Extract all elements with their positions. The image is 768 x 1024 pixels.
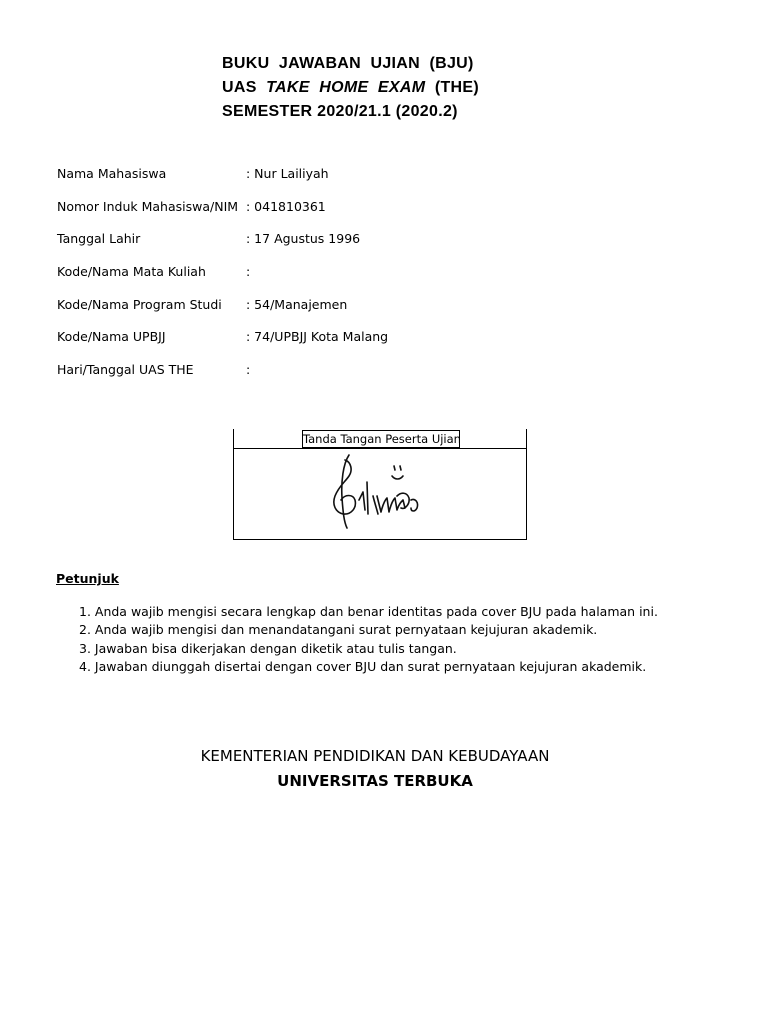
identity-value: :: [246, 362, 251, 377]
title-line-2-suffix: (THE): [425, 79, 480, 96]
identity-value: : 041810361: [246, 199, 326, 214]
identity-label: Kode/Nama Program Studi: [57, 297, 222, 312]
title-line-2-italic: TAKE HOME EXAM: [266, 79, 426, 96]
identity-label: Kode/Nama Mata Kuliah: [57, 264, 206, 279]
identity-value: : 17 Agustus 1996: [246, 231, 361, 246]
university-name: UNIVERSITAS TERBUKA: [277, 772, 473, 790]
identity-value: : 74/UPBJJ Kota Malang: [246, 329, 389, 344]
list-item: 2. Anda wajib mengisi dan menandatangani surat pernyataan kejujuran akademik.: [79, 622, 598, 638]
signature-box: [233, 429, 527, 540]
signature-divider: [234, 448, 526, 449]
identity-label: Nama Mahasiswa: [57, 166, 167, 181]
ministry-name: KEMENTERIAN PENDIDIKAN DAN KEBUDAYAAN: [200, 747, 550, 765]
list-item: 3. Jawaban bisa dikerjakan dengan diketik atau tulis tangan.: [79, 640, 457, 656]
identity-value: : Nur Lailiyah: [246, 166, 329, 181]
identity-label: Hari/Tanggal UAS THE: [57, 362, 194, 377]
list-item: 4. Jawaban diunggah disertai dengan cover BJU dan surat pernyataan kejujuran akademik.: [79, 658, 647, 674]
list-item: 1. Anda wajib mengisi secara lengkap dan benar identitas pada cover BJU pada halaman ini.: [79, 604, 658, 619]
title-line-2: [222, 76, 479, 100]
footer-institution: [0, 744, 750, 794]
instructions-title: Petunjuk: [56, 571, 119, 586]
title-line-2-prefix: UAS: [222, 79, 267, 96]
identity-value: :: [246, 264, 251, 279]
identity-label: Nomor Induk Mahasiswa/NIM: [57, 199, 239, 214]
instructions-list: [79, 603, 658, 676]
document-title: [222, 52, 479, 124]
identity-value: : 54/Manajemen: [246, 297, 348, 312]
handwritten-signature: [329, 452, 441, 532]
title-line-1: BUKU JAWABAN UJIAN (BJU): [222, 55, 474, 72]
title-line-3: SEMESTER 2020/21.1 (2020.2): [222, 103, 458, 120]
identity-label: Kode/Nama UPBJJ: [57, 329, 166, 344]
signature-label: Tanda Tangan Peserta Ujian: [303, 432, 461, 446]
identity-label: Tanggal Lahir: [57, 231, 141, 246]
